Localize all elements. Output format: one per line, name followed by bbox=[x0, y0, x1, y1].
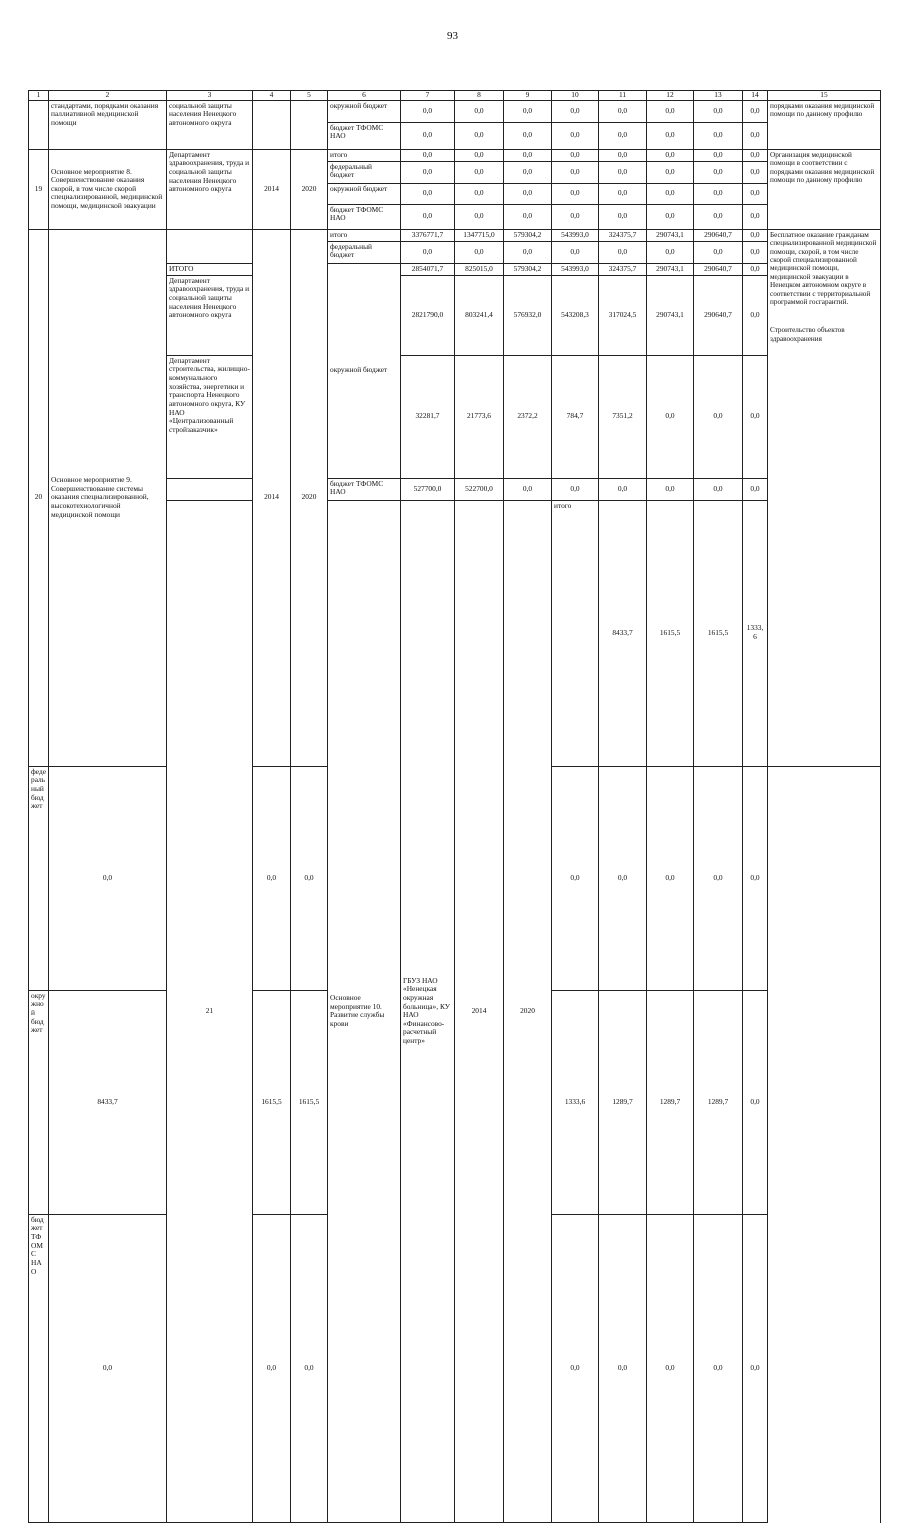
value-cell: 0,0 bbox=[743, 1214, 768, 1522]
event-name-cell: Основное мероприятие 8. Совершенствование оказания скорой, в том числе скорой специализированной, медицинской помощи, медицинской эвакуации bbox=[49, 149, 167, 229]
value-cell: 21773,6 bbox=[455, 355, 504, 478]
value-cell: 0,0 bbox=[647, 183, 694, 204]
value-cell: 0,0 bbox=[647, 122, 694, 149]
value-cell: 0,0 bbox=[401, 183, 455, 204]
value-cell: 0,0 bbox=[552, 161, 599, 183]
value-cell: 0,0 bbox=[743, 100, 768, 122]
value-cell: 527700,0 bbox=[401, 478, 455, 500]
value-cell: 0,0 bbox=[455, 149, 504, 161]
value-cell: 0,0 bbox=[694, 241, 743, 263]
value-cell: 0,0 bbox=[552, 100, 599, 122]
column-header: 2 bbox=[49, 91, 167, 101]
value-cell: 0,0 bbox=[552, 478, 599, 500]
source-cell: федеральный бюджет bbox=[29, 766, 49, 990]
value-cell: 0,0 bbox=[599, 241, 647, 263]
value-cell: 0,0 bbox=[599, 1214, 647, 1522]
event-name-cell: Основное мероприятие 10. Развитие службы крови bbox=[328, 500, 401, 1522]
source-cell: окружной бюджет bbox=[328, 100, 401, 122]
value-cell: 0,0 bbox=[647, 241, 694, 263]
column-header: 4 bbox=[253, 91, 291, 101]
event-name-cell: Основное мероприятие 9. Совершенствование системы оказания специализированной, высокотехнологичной медицинской помощи bbox=[49, 229, 167, 766]
value-cell: 1615,5 bbox=[647, 500, 694, 766]
event-name-cell: стандартами, порядками оказания паллиативной медицинской помощи bbox=[49, 100, 167, 149]
header-row bbox=[29, 91, 881, 101]
value-cell: 543993,0 bbox=[552, 229, 599, 241]
source-cell: итого bbox=[552, 500, 599, 766]
value-cell: 0,0 bbox=[552, 149, 599, 161]
column-header: 13 bbox=[694, 91, 743, 101]
value-cell: 0,0 bbox=[49, 1214, 167, 1522]
row-number: 20 bbox=[29, 229, 49, 766]
source-cell: итого bbox=[328, 149, 401, 161]
start-year: 2014 bbox=[253, 229, 291, 766]
value-cell: 1333,6 bbox=[743, 500, 768, 766]
value-cell: 0,0 bbox=[552, 183, 599, 204]
column-header: 15 bbox=[768, 91, 881, 101]
table-cell bbox=[291, 100, 328, 149]
value-cell: 0,0 bbox=[694, 478, 743, 500]
value-cell: 0,0 bbox=[647, 766, 694, 990]
table-row bbox=[29, 100, 881, 122]
value-cell: 543993,0 bbox=[552, 263, 599, 275]
start-year: 2014 bbox=[455, 500, 504, 1522]
executor-cell: социальной защиты населения Ненецкого автономного округа bbox=[167, 100, 253, 149]
value-cell: 0,0 bbox=[743, 183, 768, 204]
column-header: 10 bbox=[552, 91, 599, 101]
column-header: 5 bbox=[291, 91, 328, 101]
value-cell: 0,0 bbox=[599, 478, 647, 500]
value-cell: 0,0 bbox=[694, 149, 743, 161]
program-table bbox=[28, 90, 881, 1523]
value-cell: 290743,1 bbox=[647, 229, 694, 241]
executor-cell: Департамент строительства, жилищно-коммунального хозяйства, энергетики и транспорта Ненецкого автономного округа, КУ НАО «Централизованный стройзаказчик» bbox=[167, 355, 253, 478]
result-text-construction: Строительство объектов здравоохранения bbox=[770, 326, 845, 343]
end-year: 2020 bbox=[291, 149, 328, 229]
value-cell: 2854071,7 bbox=[401, 263, 455, 275]
table-row bbox=[29, 149, 881, 161]
value-cell: 0,0 bbox=[455, 100, 504, 122]
result-cell: Организация медицинской помощи в соответствии с порядками оказания медицинской помощи по данному профилю bbox=[768, 149, 881, 229]
value-cell: 0,0 bbox=[599, 204, 647, 229]
value-cell: 0,0 bbox=[599, 149, 647, 161]
value-cell: 543208,3 bbox=[552, 275, 599, 355]
column-header: 14 bbox=[743, 91, 768, 101]
value-cell: 0,0 bbox=[743, 478, 768, 500]
value-cell: 0,0 bbox=[552, 1214, 599, 1522]
column-header: 12 bbox=[647, 91, 694, 101]
column-header: 6 bbox=[328, 91, 401, 101]
value-cell: 0,0 bbox=[455, 204, 504, 229]
value-cell: 0,0 bbox=[504, 149, 552, 161]
value-cell: 0,0 bbox=[743, 204, 768, 229]
value-cell: 0,0 bbox=[647, 478, 694, 500]
source-cell: итого bbox=[328, 229, 401, 241]
table-body bbox=[29, 91, 881, 1523]
start-year: 2014 bbox=[253, 149, 291, 229]
value-cell: 0,0 bbox=[552, 766, 599, 990]
value-cell: 0,0 bbox=[49, 766, 167, 990]
value-cell: 784,7 bbox=[552, 355, 599, 478]
value-cell: 0,0 bbox=[694, 355, 743, 478]
value-cell: 803241,4 bbox=[455, 275, 504, 355]
executor-cell bbox=[167, 478, 253, 500]
column-header: 9 bbox=[504, 91, 552, 101]
value-cell: 0,0 bbox=[455, 183, 504, 204]
value-cell: 0,0 bbox=[743, 229, 768, 241]
value-cell: 290743,1 bbox=[647, 275, 694, 355]
value-cell: 579304,2 bbox=[504, 229, 552, 241]
value-cell: 0,0 bbox=[401, 100, 455, 122]
page-number: 93 bbox=[447, 30, 458, 42]
source-cell: федеральный бюджет bbox=[328, 161, 401, 183]
value-cell: 0,0 bbox=[504, 122, 552, 149]
value-cell: 1289,7 bbox=[694, 990, 743, 1214]
value-cell: 290640,7 bbox=[694, 275, 743, 355]
value-cell: 0,0 bbox=[647, 100, 694, 122]
value-cell: 0,0 bbox=[599, 100, 647, 122]
source-cell: окружной бюджет bbox=[29, 990, 49, 1214]
value-cell: 317024,5 bbox=[599, 275, 647, 355]
value-cell: 0,0 bbox=[504, 478, 552, 500]
value-cell: 0,0 bbox=[647, 161, 694, 183]
value-cell: 0,0 bbox=[599, 122, 647, 149]
value-cell: 8433,7 bbox=[599, 500, 647, 766]
column-header: 7 bbox=[401, 91, 455, 101]
value-cell: 522700,0 bbox=[455, 478, 504, 500]
value-cell: 1615,5 bbox=[694, 500, 743, 766]
value-cell: 0,0 bbox=[647, 355, 694, 478]
value-cell: 32281,7 bbox=[401, 355, 455, 478]
executor-cell: Департамент здравоохранения, труда и социальной защиты населения Ненецкого автономного округа bbox=[167, 149, 253, 229]
value-cell: 0,0 bbox=[455, 161, 504, 183]
value-cell: 0,0 bbox=[743, 355, 768, 478]
executor-cell: Департамент здравоохранения, труда и социальной защиты населения Ненецкого автономного округа bbox=[167, 275, 253, 355]
end-year: 2020 bbox=[504, 500, 552, 1522]
value-cell: 3376771,7 bbox=[401, 229, 455, 241]
value-cell: 324375,7 bbox=[599, 229, 647, 241]
value-cell: 0,0 bbox=[743, 241, 768, 263]
table-cell bbox=[253, 100, 291, 149]
value-cell: 0,0 bbox=[647, 1214, 694, 1522]
value-cell: 0,0 bbox=[743, 122, 768, 149]
column-header: 8 bbox=[455, 91, 504, 101]
value-cell: 290640,7 bbox=[694, 263, 743, 275]
value-cell: 579304,2 bbox=[504, 263, 552, 275]
source-cell: бюджет ТФОМС НАО bbox=[328, 122, 401, 149]
row-number: 19 bbox=[29, 149, 49, 229]
value-cell: 7351,2 bbox=[599, 355, 647, 478]
row-number: 21 bbox=[167, 500, 253, 1522]
value-cell: 0,0 bbox=[552, 241, 599, 263]
value-cell: 1615,5 bbox=[253, 990, 291, 1214]
value-cell: 576932,0 bbox=[504, 275, 552, 355]
value-cell: 0,0 bbox=[743, 263, 768, 275]
source-cell: бюджет ТФОМС НАО bbox=[328, 204, 401, 229]
value-cell: 0,0 bbox=[504, 204, 552, 229]
value-cell: 2821790,0 bbox=[401, 275, 455, 355]
value-cell: 1615,5 bbox=[291, 990, 328, 1214]
value-cell: 0,0 bbox=[743, 990, 768, 1214]
table-cell bbox=[29, 100, 49, 149]
value-cell: 0,0 bbox=[291, 1214, 328, 1522]
value-cell: 1333,6 bbox=[552, 990, 599, 1214]
value-cell: 0,0 bbox=[694, 161, 743, 183]
source-cell: окружной бюджет bbox=[328, 183, 401, 204]
value-cell: 0,0 bbox=[455, 122, 504, 149]
source-cell: бюджет ТФОМС НАО bbox=[328, 478, 401, 500]
value-cell: 0,0 bbox=[743, 275, 768, 355]
value-cell: 0,0 bbox=[647, 204, 694, 229]
value-cell: 0,0 bbox=[694, 1214, 743, 1522]
result-cell bbox=[768, 229, 881, 766]
value-cell: 0,0 bbox=[694, 183, 743, 204]
executor-cell bbox=[167, 229, 253, 263]
value-cell: 0,0 bbox=[552, 122, 599, 149]
value-cell: 0,0 bbox=[504, 161, 552, 183]
value-cell: 290640,7 bbox=[694, 229, 743, 241]
value-cell: 0,0 bbox=[401, 204, 455, 229]
value-cell: 0,0 bbox=[401, 149, 455, 161]
value-cell: 0,0 bbox=[599, 766, 647, 990]
value-cell: 324375,7 bbox=[599, 263, 647, 275]
value-cell: 1289,7 bbox=[647, 990, 694, 1214]
value-cell: 0,0 bbox=[401, 122, 455, 149]
value-cell: 0,0 bbox=[253, 766, 291, 990]
value-cell: 0,0 bbox=[253, 1214, 291, 1522]
source-cell: бюджет ТФОМС НАО bbox=[29, 1214, 49, 1522]
column-header: 11 bbox=[599, 91, 647, 101]
value-cell: 0,0 bbox=[743, 161, 768, 183]
value-cell: 290743,1 bbox=[647, 263, 694, 275]
value-cell: 0,0 bbox=[291, 766, 328, 990]
value-cell: 0,0 bbox=[694, 100, 743, 122]
value-cell: 0,0 bbox=[694, 122, 743, 149]
value-cell: 0,0 bbox=[552, 204, 599, 229]
value-cell: 0,0 bbox=[504, 241, 552, 263]
value-cell: 0,0 bbox=[599, 183, 647, 204]
value-cell: 0,0 bbox=[401, 241, 455, 263]
value-cell: 0,0 bbox=[401, 161, 455, 183]
value-cell: 0,0 bbox=[694, 766, 743, 990]
result-text: Бесплатное оказание гражданам специализированной медицинской помощи, скорой, в том числе скорой специализированной медицинской помощи, медицинской эвакуации в Ненецком автономном округе в соответствии с территориальной программой госгарантий. bbox=[770, 230, 877, 307]
value-cell: 8433,7 bbox=[49, 990, 167, 1214]
value-cell: 1347715,0 bbox=[455, 229, 504, 241]
value-cell: 0,0 bbox=[694, 204, 743, 229]
source-cell: федеральный бюджет bbox=[328, 241, 401, 263]
value-cell: 0,0 bbox=[504, 183, 552, 204]
value-cell: 0,0 bbox=[743, 766, 768, 990]
end-year: 2020 bbox=[291, 229, 328, 766]
value-cell: 2372,2 bbox=[504, 355, 552, 478]
value-cell: 825015,0 bbox=[455, 263, 504, 275]
value-cell: 1289,7 bbox=[599, 990, 647, 1214]
value-cell: 0,0 bbox=[647, 149, 694, 161]
value-cell: 0,0 bbox=[504, 100, 552, 122]
executor-cell: ГБУЗ НАО «Ненецкая окружная больница», КУ НАО «Финансово-расчетный центр» bbox=[401, 500, 455, 1522]
column-header: 3 bbox=[167, 91, 253, 101]
column-header: 1 bbox=[29, 91, 49, 101]
result-cell: порядками оказания медицинской помощи по данному профилю bbox=[768, 100, 881, 149]
table-row bbox=[29, 229, 881, 241]
value-cell: 0,0 bbox=[743, 149, 768, 161]
value-cell: 0,0 bbox=[599, 161, 647, 183]
program-table-wrap bbox=[28, 90, 881, 1523]
executor-cell: ИТОГО bbox=[167, 263, 253, 275]
source-cell: окружной бюджет bbox=[328, 263, 401, 478]
value-cell: 0,0 bbox=[455, 241, 504, 263]
